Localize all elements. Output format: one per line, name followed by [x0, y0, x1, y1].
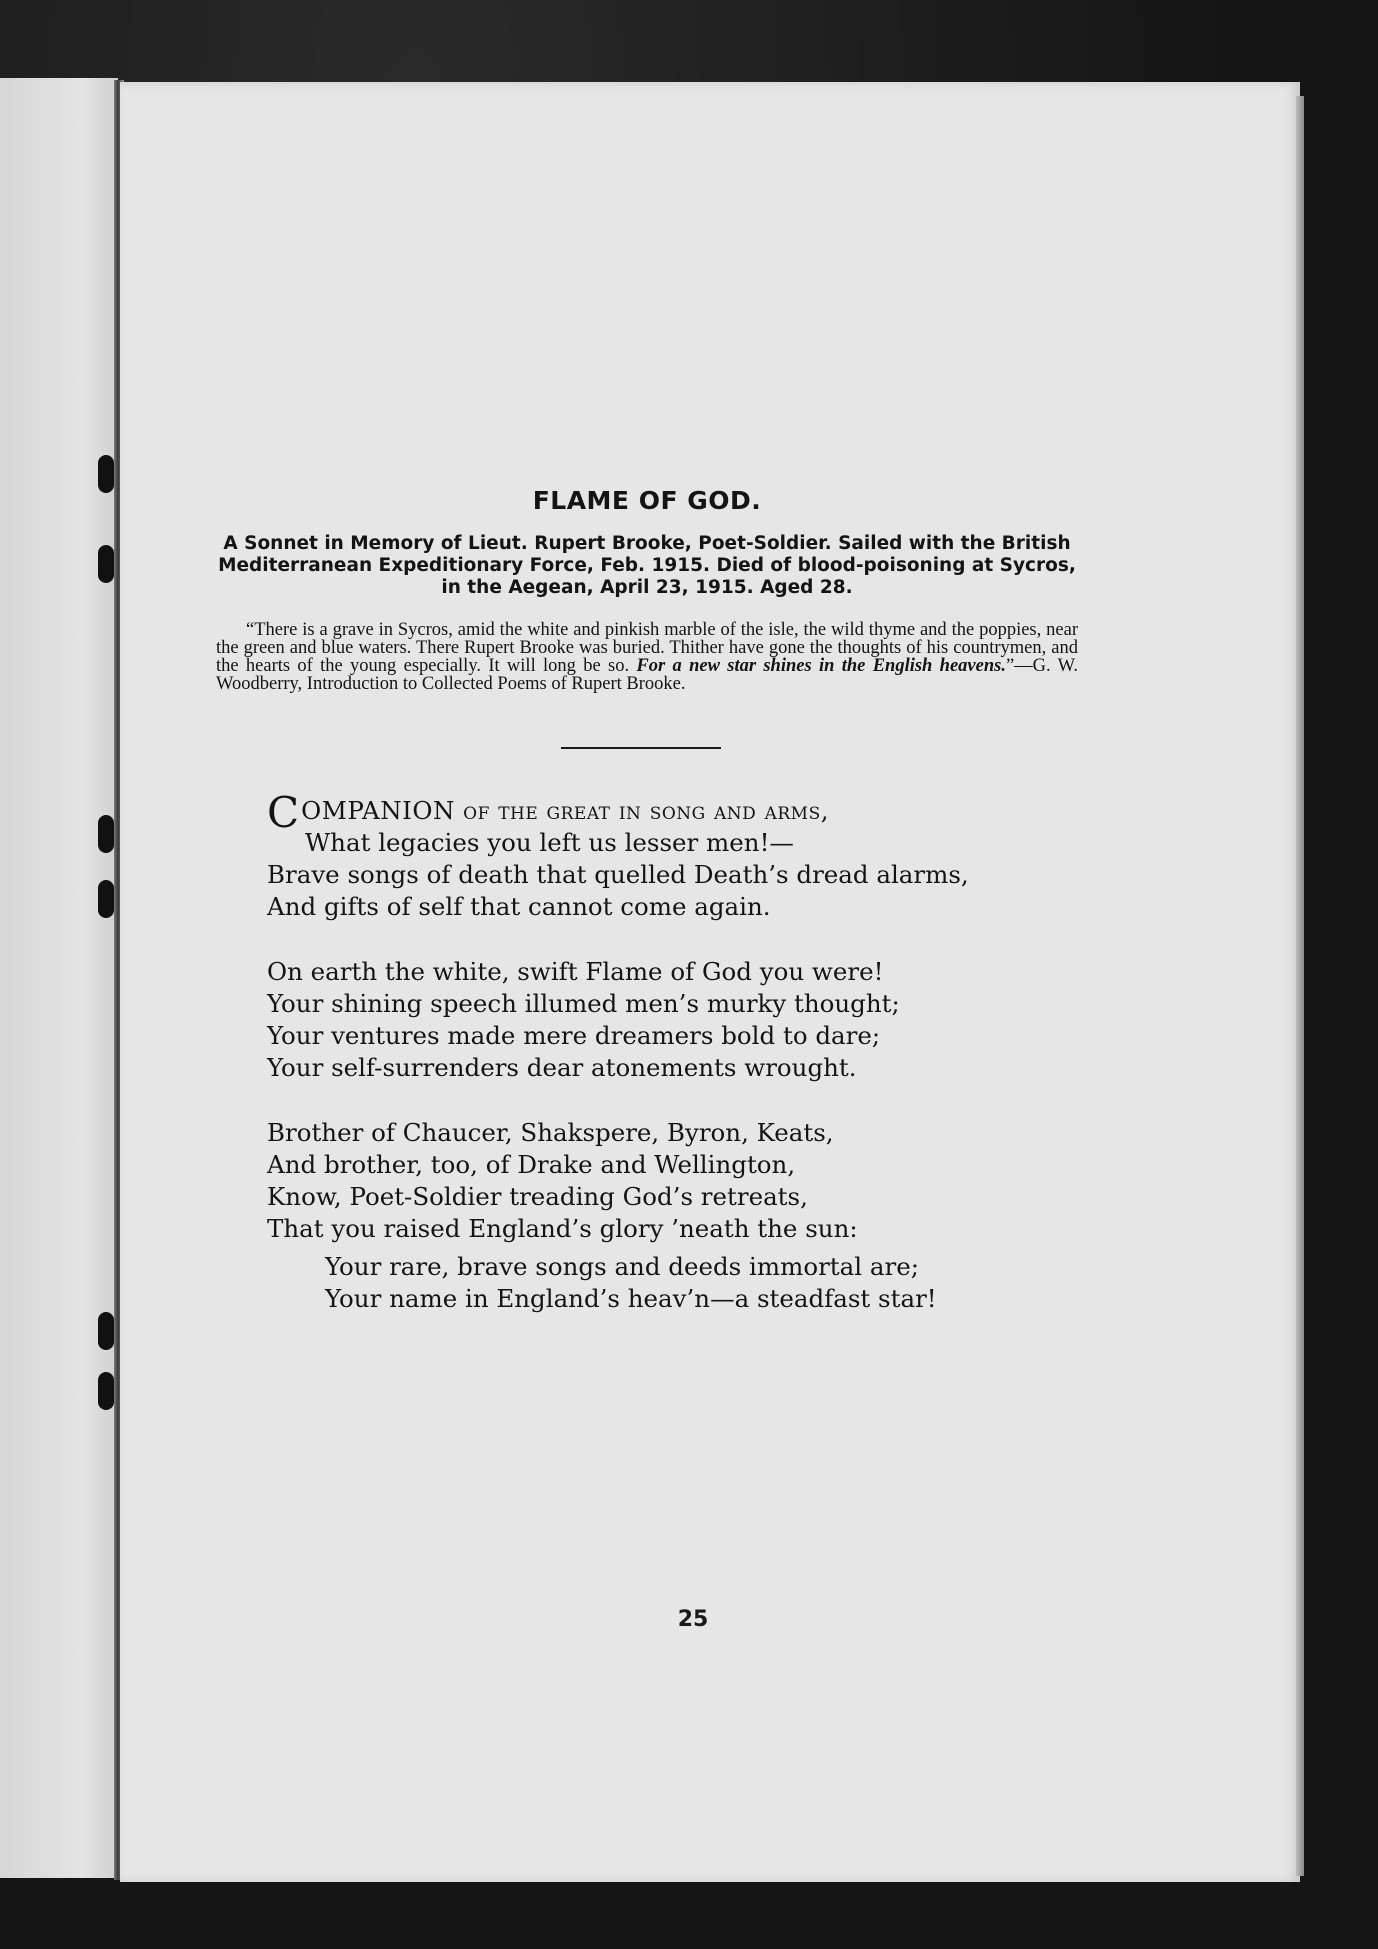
poem-line: Brave songs of death that quelled Death’s dread alarms,: [267, 860, 969, 889]
drop-cap: C: [267, 788, 300, 837]
binding-stitch: [98, 815, 114, 853]
page-content: [216, 486, 1078, 1348]
stanza-2: [267, 956, 1078, 1084]
stanza-1: [267, 788, 1078, 923]
poem-line: On earth the white, swift Flame of God you were!: [267, 957, 884, 986]
binding-stitch: [98, 880, 114, 918]
poem-line: [267, 788, 1078, 837]
opening-line-text: OMPANION of the great in song and arms,: [301, 796, 830, 825]
closing-couplet: [267, 1251, 1078, 1315]
intro-emphasis: For a new star shines in the English heavens.: [636, 656, 1006, 676]
poem-line: That you raised England’s glory ’neath the sun:: [267, 1214, 858, 1243]
binding-stitch: [98, 545, 114, 583]
binding-stitch: [98, 1312, 114, 1350]
poem-line: Know, Poet-Soldier treading God’s retreats,: [267, 1182, 808, 1211]
section-divider: [561, 747, 721, 749]
poem-line: Your ventures made mere dreamers bold to dare;: [267, 1021, 881, 1050]
page-number-text: 25: [677, 1607, 709, 1632]
poem-line: And gifts of self that cannot come again.: [267, 892, 771, 921]
intro-attribution: ”—G. W. Woodberry, Introduction to Collected Poems of Rupert Brooke.: [216, 656, 1079, 694]
binding-stitch: [98, 1372, 114, 1410]
binding-stitch: [98, 455, 114, 493]
poem-body: [267, 788, 1078, 1315]
poem-line: Your name in England’s heav’n—a steadfast star!: [325, 1284, 937, 1313]
stanza-3: [267, 1117, 1078, 1245]
intro-quote: [216, 621, 1078, 693]
poem-line: Your self-surrenders dear atonements wrought.: [267, 1053, 857, 1082]
poem-line: And brother, too, of Drake and Wellington,: [267, 1150, 796, 1179]
poem-line: What legacies you left us lesser men!—: [305, 828, 794, 857]
poem-subtitle: A Sonnet in Memory of Lieut. Rupert Brooke, Poet-Soldier. Sailed with the British Mediterranean Expeditionary Force, Feb. 1915. Died of blood-poisoning at Sycros, in the Aegean, April 23, 1915. Aged 28.: [218, 533, 1076, 598]
page-number: [0, 1607, 1378, 1632]
poem-line: Your shining speech illumed men’s murky thought;: [267, 989, 900, 1018]
poem-line: Your rare, brave songs and deeds immortal are;: [325, 1252, 919, 1281]
poem-title: FLAME OF GOD.: [532, 486, 762, 515]
intro-text: “There is a grave in Sycros, amid the white and pinkish marble of the isle, the wild thyme and the poppies, near the green and blue waters. There Rupert Brooke was buried. Thither have gone the thoughts of his countrymen, and the hearts of the young especially. It will long be so.: [216, 620, 1078, 676]
poem-line: Brother of Chaucer, Shakspere, Byron, Keats,: [267, 1118, 834, 1147]
